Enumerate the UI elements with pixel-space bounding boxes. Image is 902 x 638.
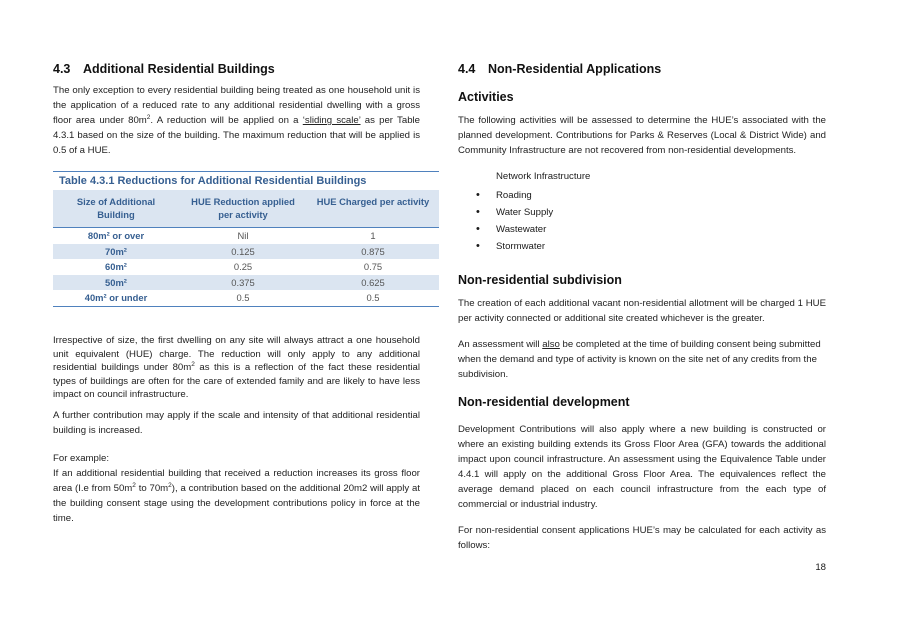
table-cell: 0.375 [179,275,307,291]
activities-paragraph: The following activities will be assessed to determine the HUE’s associated with the planned development. Contributions for Parks & Reserves (Local & District Wide) and Community Infrastructure are not recovered from non-residential developments. [458,115,826,156]
sliding-scale-text: ‘sliding scale’ [302,115,361,126]
table-cell: Nil [179,228,307,244]
table-cell: 0.625 [307,275,439,291]
section-title: Additional Residential Buildings [83,62,275,76]
text-run: An assessment will [458,339,543,350]
text-run: to 70m [135,483,169,494]
table-cell: 0.5 [307,290,439,306]
underlined-text: also [542,339,560,350]
section-number: 4.3 [53,62,71,76]
table-cell: 60m² [105,261,127,273]
section-number: 4.4 [458,62,476,76]
list-item: • Roading [458,187,553,204]
table-row [53,275,439,291]
text-run: be completed at the time of building consent being submitted when the demand and type of activity is known on the site net of any credits from the subdivision. [458,339,821,380]
subdivision-paragraph: The creation of each additional vacant non-residential allotment will be charged 1 HUE per activity connected or additional site created whichever is the greater. [458,298,826,324]
table-cell: 0.125 [179,244,307,260]
network-infrastructure-label: Network Infrastructure [496,171,591,182]
superscript: 2 [168,481,172,489]
text-run: as this is a reflection of the fact these residential types of buildings are often for the care of extended family and are likely to have less impact on council infrastructure. [53,362,420,400]
table-title: Table 4.3.1 Reductions for Additional Residential Buildings [53,171,439,189]
superscript: 2 [146,113,151,121]
example-paragraph [53,466,420,526]
table-header: HUE Charged per activity [307,190,439,228]
text-run: If an additional residential building that received a reduction increases its gross floor area (I.e from 50m [53,468,420,494]
table-cell: 0.875 [307,244,439,260]
table-row [53,228,439,244]
section-heading-4-3 [53,62,275,76]
table-row [53,290,439,306]
table-row [53,244,439,260]
list-item: • Water Supply [458,204,553,221]
network-list [458,187,553,255]
table-cell: 50m² [53,275,179,291]
section-title: Non-Residential Applications [488,62,662,76]
list-item: • Stormwater [458,238,553,255]
superscript: 2 [191,360,195,368]
table-cell: 0.5 [179,290,307,306]
size-paragraph [53,334,420,402]
text-run: as per Table 4.3.1 based on the size of the building. The maximum reduction that will be applied is 0.5 of a HUE. [53,115,420,156]
table-cell: 0.75 [363,261,383,273]
table-header: HUE Reduction applied per activity [179,190,307,228]
table-row [53,259,439,275]
table-cell: 1 [307,228,439,244]
text-run: The only exception to every residential building being treated as one household unit is the application of a reduced rate to any additional residential dwelling with a gross floor area under 80m [53,85,420,126]
section-heading-4-4 [458,62,661,76]
table-header: Size of Additional Building [53,190,179,228]
activities-heading: Activities [458,90,514,104]
table-cell: 80m² or over [53,228,179,244]
subdivision-heading: Non-residential subdivision [458,273,622,287]
intro-paragraph [53,83,420,158]
development-heading: Non-residential development [458,395,630,409]
calculation-paragraph: For non-residential consent applications HUE’s may be calculated for each activity as follows: [458,525,826,551]
text-run: . A reduction will be applied on a [150,115,303,126]
text-run: ), a contribution based on the additional 20m2 will apply at the building consent stage using the development contributions policy in force at the time. [53,483,420,524]
table-cell: 0.25 [233,261,253,273]
example-label: For example: [53,453,109,464]
further-contribution-paragraph: A further contribution may apply if the scale and intensity of that additional residential building is increased. [53,410,420,436]
text-run: Irrespective of size, the first dwelling on any site will always attract a one household unit equivalent (HUE) charge. The reduction will only apply to any additional residential buildings under 80m [53,335,420,373]
table-cell: 70m² [53,244,179,260]
assessment-paragraph [458,337,826,382]
reductions-table [53,190,439,307]
table-cell: 40m² or under [53,290,179,306]
page-number: 18 [815,562,826,573]
list-item: • Wastewater [458,221,553,238]
superscript: 2 [132,481,136,489]
development-paragraph: Development Contributions will also apply where a new building is constructed or where an existing building extends its Gross Floor Area (GFA) towards the additional impact upon council infrastructure. An assessment using the Equivalence Table under 4.4.1 will apply on the additional Gross Floor Area. The equivalences reflect the average demand placed on each council infrastructure from the each type of commercial or industrial industry. [458,424,826,510]
